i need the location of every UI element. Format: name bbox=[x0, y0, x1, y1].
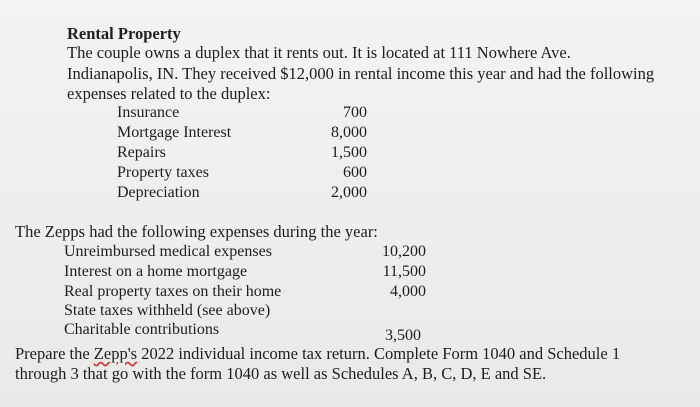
expense-amount: 2,000 bbox=[331, 184, 367, 201]
zepps-intro: The Zepps had the following expenses during the year: bbox=[15, 222, 378, 241]
expense-row bbox=[117, 123, 367, 142]
expense-label: Real property taxes on their home bbox=[64, 283, 282, 300]
section-heading: Rental Property bbox=[67, 24, 181, 43]
expense-row bbox=[64, 320, 421, 344]
expense-label: Interest on a home mortgage bbox=[64, 263, 248, 280]
expense-label: Property taxes bbox=[117, 164, 209, 181]
expense-amount: 3,500 bbox=[385, 327, 421, 344]
expense-amount: 1,500 bbox=[331, 144, 367, 161]
instruction-text: 2022 individual income tax return. Complete Form 1040 and Schedule 1 bbox=[137, 344, 621, 363]
expense-row bbox=[117, 163, 367, 182]
expense-row bbox=[117, 183, 367, 202]
expense-label: Depreciation bbox=[117, 184, 200, 201]
expense-row bbox=[64, 262, 426, 281]
expense-amount: 11,500 bbox=[382, 263, 426, 280]
expense-row bbox=[64, 242, 426, 261]
expense-label: Unreimbursed medical expenses bbox=[64, 243, 272, 260]
expense-label: Charitable contributions bbox=[64, 321, 220, 338]
expense-label: Insurance bbox=[117, 104, 180, 121]
expense-amount: 700 bbox=[343, 104, 367, 121]
instruction-line: through 3 that go with the form 1040 as well as Schedules A, B, C, D, E and SE. bbox=[15, 364, 547, 383]
expense-row bbox=[64, 282, 426, 301]
expense-label: State taxes withheld (see above) bbox=[64, 302, 271, 319]
expense-amount: 10,200 bbox=[382, 243, 426, 260]
expense-amount: 600 bbox=[343, 164, 367, 181]
expense-row bbox=[117, 103, 367, 122]
paragraph-line: expenses related to the duplex: bbox=[67, 84, 271, 103]
paragraph-line: Indianapolis, IN. They received $12,000 in rental income this year and had the following bbox=[67, 64, 655, 83]
expense-amount: 8,000 bbox=[331, 124, 367, 141]
expense-row bbox=[64, 301, 426, 320]
expense-row bbox=[117, 143, 367, 162]
expense-label: Repairs bbox=[117, 144, 166, 161]
instruction-text: Prepare the bbox=[15, 344, 94, 363]
instruction-line bbox=[15, 344, 620, 363]
spellcheck-flagged-word: Zepp's bbox=[93, 344, 138, 363]
paragraph-line: The couple owns a duplex that it rents out. It is located at 111 Nowhere Ave. bbox=[67, 43, 571, 62]
expense-label: Mortgage Interest bbox=[117, 124, 232, 141]
expense-amount: 4,000 bbox=[390, 283, 426, 300]
